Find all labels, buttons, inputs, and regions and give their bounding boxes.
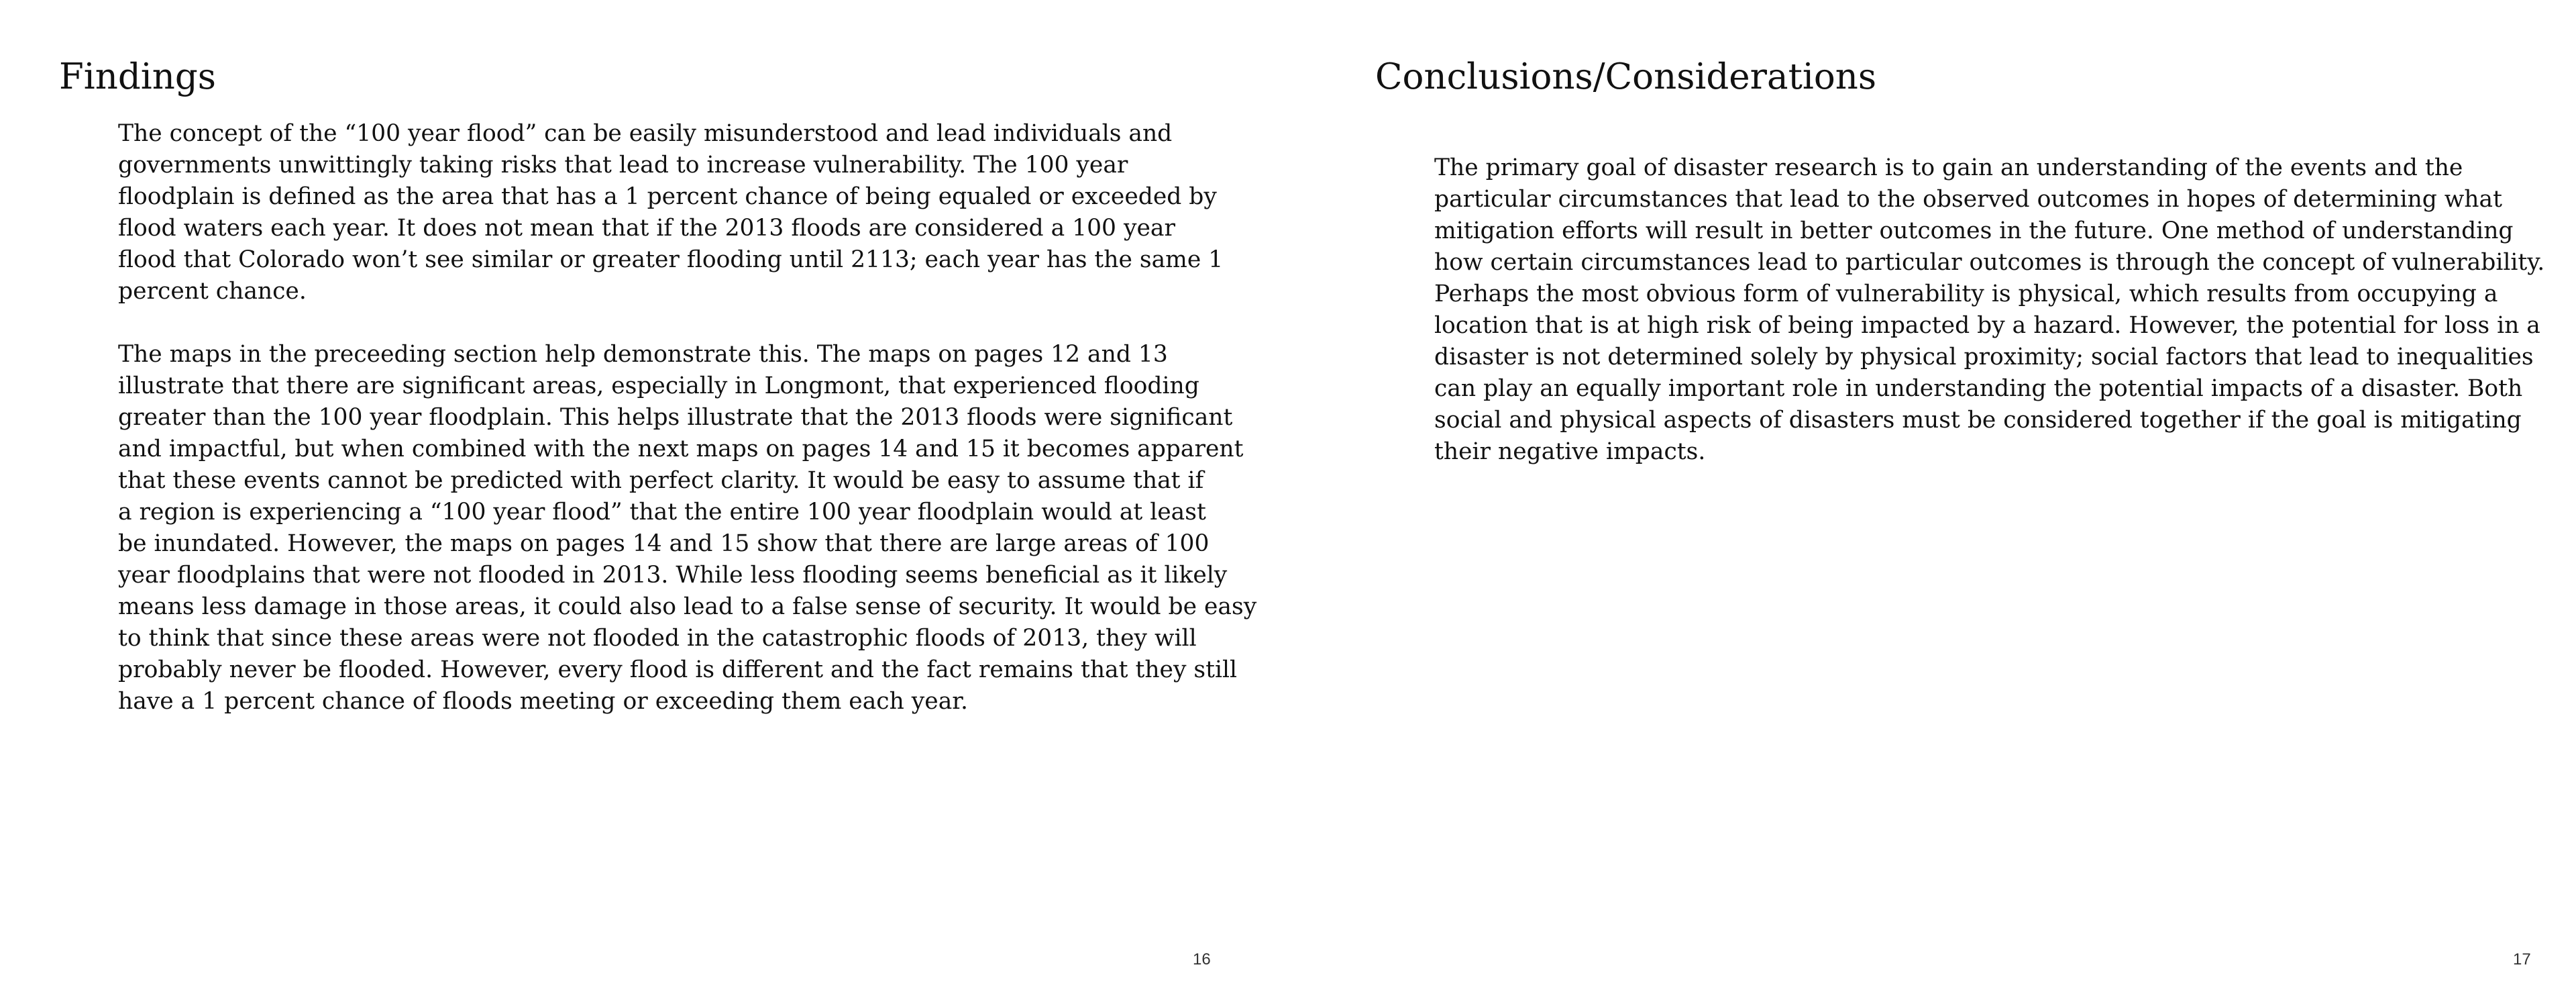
findings-heading: Findings	[59, 56, 216, 97]
findings-paragraph-1	[118, 118, 1224, 307]
text-line: probably never be flooded. However, every flood is different and the fact remains that they still	[118, 656, 1238, 683]
findings-paragraph-2	[118, 339, 1257, 717]
text-line: means less damage in those areas, it could also lead to a false sense of security. It would be easy	[118, 593, 1257, 620]
text-line: percent chance.	[118, 278, 307, 305]
text-line: greater than the 100 year floodplain. This helps illustrate that the 2013 floods were significant	[118, 404, 1233, 431]
text-line: The concept of the “100 year flood” can be easily misunderstood and lead individuals and	[118, 120, 1173, 147]
text-line: their negative impacts.	[1434, 438, 1706, 465]
text-line: flood waters each year. It does not mean that if the 2013 floods are considered a 100 year	[118, 215, 1175, 242]
text-line: flood that Colorado won’t see similar or greater flooding until 2113; each year has the same 1	[118, 246, 1224, 273]
text-line: that these events cannot be predicted with perfect clarity. It would be easy to assume that if	[118, 467, 1204, 494]
text-line: Perhaps the most obvious form of vulnerability is physical, which results from occupying a	[1434, 281, 2498, 307]
text-line: disaster is not determined solely by physical proximity; social factors that lead to inequalities	[1434, 344, 2534, 370]
page-number: 17	[2513, 950, 2531, 968]
conclusions-paragraph-1	[1434, 152, 2545, 468]
text-line: to think that since these areas were not flooded in the catastrophic floods of 2013, they will	[118, 625, 1197, 652]
text-line: and impactful, but when combined with the next maps on pages 14 and 15 it becomes apparent	[118, 436, 1244, 462]
findings-body	[118, 118, 1257, 717]
text-line: year floodplains that were not flooded in 2013. While less flooding seems beneficial as it likely	[118, 562, 1228, 589]
text-line: The primary goal of disaster research is to gain an understanding of the events and the	[1434, 154, 2463, 181]
page-number: 16	[1193, 950, 1211, 968]
text-line: particular circumstances that lead to the observed outcomes in hopes of determining what	[1434, 186, 2502, 213]
text-line: be inundated. However, the maps on pages 14 and 15 show that there are large areas of 100	[118, 530, 1210, 557]
text-line: mitigation efforts will result in better outcomes in the future. One method of understanding	[1434, 217, 2514, 244]
conclusions-heading: Conclusions/Considerations	[1375, 56, 1877, 97]
text-line: location that is at high risk of being impacted by a hazard. However, the potential for loss in a	[1434, 312, 2540, 339]
page-17	[1288, 0, 2576, 996]
text-line: governments unwittingly taking risks that lead to increase vulnerability. The 100 year	[118, 152, 1128, 179]
text-line: how certain circumstances lead to particular outcomes is through the concept of vulnerability.	[1434, 249, 2545, 276]
text-line: floodplain is defined as the area that has a 1 percent chance of being equaled or exceeded by	[118, 183, 1217, 210]
text-line: a region is experiencing a “100 year flood” that the entire 100 year floodplain would at least	[118, 499, 1206, 526]
text-line: The maps in the preceeding section help demonstrate this. The maps on pages 12 and 13	[118, 341, 1168, 368]
text-line: illustrate that there are significant areas, especially in Longmont, that experienced flooding	[118, 372, 1199, 399]
text-line: social and physical aspects of disasters must be considered together if the goal is mitigating	[1434, 407, 2522, 434]
text-line: have a 1 percent chance of floods meeting or exceeding them each year.	[118, 688, 968, 715]
conclusions-body	[1434, 152, 2545, 468]
text-line: can play an equally important role in understanding the potential impacts of a disaster. Both	[1434, 375, 2523, 402]
